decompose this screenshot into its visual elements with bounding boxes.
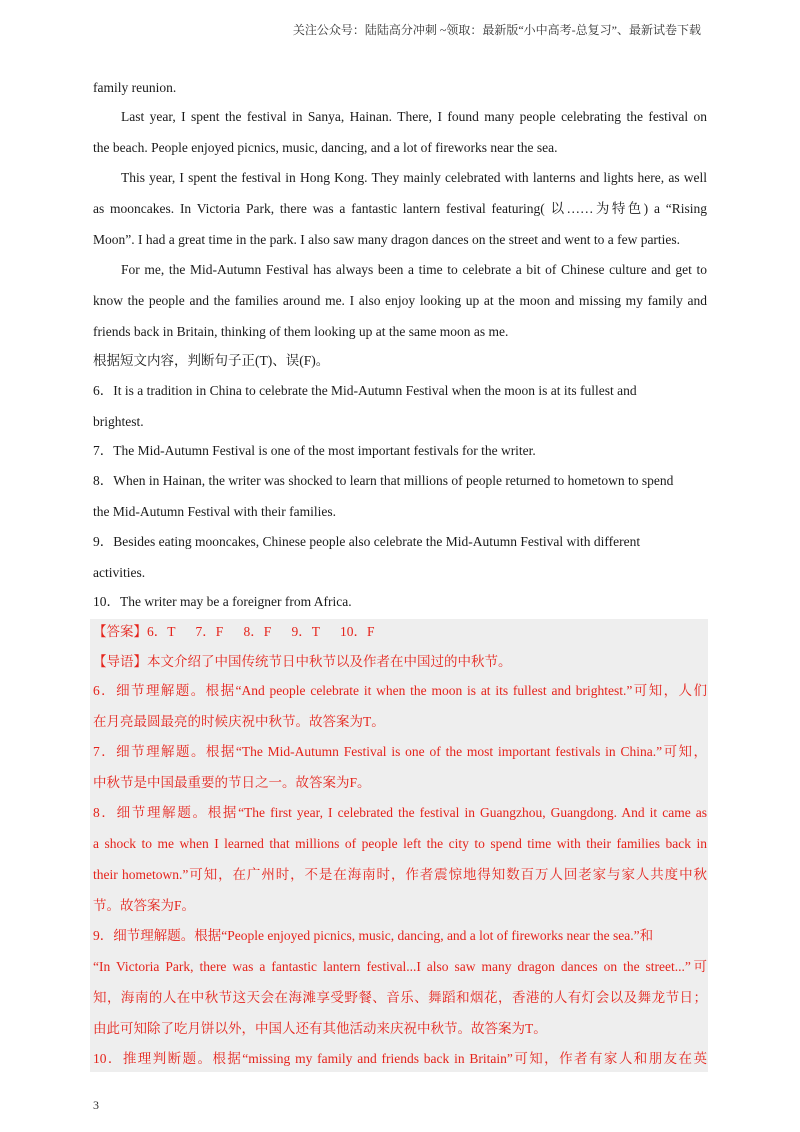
page-number: 3 [93,1098,99,1112]
question-8: 8．When in Hainan, the writer was shocked to learn that millions of people returned to hometown to spend [93,473,674,488]
explanation-7-cont: 中秋节是中国最重要的节日之一。故答案为F。 [93,775,371,790]
passage-line: as mooncakes. In Victoria Park, there was a fantastic lantern festival featuring( 以……为特色) a “Rising [93,201,707,216]
explanation-8: 8．细节理解题。根据“The first year, I celebrated the festival in Guangzhou, Guangdong. And it came as [93,805,707,820]
passage-line: the beach. People enjoyed picnics, music, dancing, and a lot of fireworks near the sea. [93,140,558,155]
passage-line: family reunion. [93,80,177,95]
explanation-8-cont: 节。故答案为F。 [93,898,196,913]
question-7: 7．The Mid-Autumn Festival is one of the most important festivals for the writer. [93,443,536,458]
passage-line: Moon”. I had a great time in the park. I also saw many dragon dances on the street and went to a few parties. [93,232,681,247]
passage-line: This year, I spent the festival in Hong Kong. They mainly celebrated with lanterns and lights here, as well [121,170,707,185]
explanation-6-cont: 在月亮最圆最亮的时候庆祝中秋节。故答案为T。 [93,714,385,729]
guide-line: 【导语】本文介绍了中国传统节日中秋节以及作者在中国过的中秋节。 [93,654,512,669]
explanation-6: 6．细节理解题。根据“And people celebrate it when the moon is at its fullest and brightest.”可知，人们 [93,683,707,698]
explanation-9: 9．细节理解题。根据“People enjoyed picnics, music, dancing, and a lot of fireworks near the sea.”和 [93,928,654,943]
question-9: 9．Besides eating mooncakes, Chinese people also celebrate the Mid-Autumn Festival with different [93,534,641,549]
passage-line: friends back in Britain, thinking of them looking up at the same moon as me. [93,324,509,339]
explanation-8-cont: their hometown.”可知，在广州时，不是在海南时，作者震惊地得知数百万人回老家与家人共度中秋 [93,867,707,882]
explanation-8-cont: a shock to me when I learned that millions of people left the city to spend time with their families back in [93,836,707,851]
question-10: 10．The writer may be a foreigner from Africa. [93,594,352,609]
explanation-9-cont: 由此可知除了吃月饼以外，中国人还有其他活动来庆祝中秋节。故答案为T。 [93,1021,547,1036]
explanation-10: 10．推理判断题。根据“missing my family and friends back in Britain”可知，作者有家人和朋友在英 [93,1051,707,1066]
task-instruction: 根据短文内容，判断句子正(T)、误(F)。 [93,353,330,368]
question-9-cont: activities. [93,565,146,580]
question-8-cont: the Mid-Autumn Festival with their families. [93,504,336,519]
passage-line: For me, the Mid-Autumn Festival has always been a time to celebrate a bit of Chinese culture and get to [121,262,707,277]
passage-line: know the people and the families around me. I also enjoy looking up at the moon and missing my family and [93,293,707,308]
explanation-9-cont: 知，海南的人在中秋节这天会在海滩享受野餐、音乐、舞蹈和烟花，香港的人有灯会以及舞龙节日； [93,990,707,1005]
passage-line: Last year, I spent the festival in Sanya, Hainan. There, I found many people celebrating the festival on [121,109,707,124]
answers-line: 【答案】6．T 7．F 8．F 9．T 10．F [93,624,375,639]
header-notice: 关注公众号：陆陆高分冲刺 ~领取：最新版“小中高考-总复习”、最新试卷下载 [292,23,701,37]
explanation-7: 7．细节理解题。根据“The Mid-Autumn Festival is one of the most important festivals in China.”可知， [93,744,707,759]
question-6: 6．It is a tradition in China to celebrate the Mid-Autumn Festival when the moon is at its fullest and [93,383,637,398]
question-6-cont: brightest. [93,414,144,429]
explanation-9-cont: “In Victoria Park, there was a fantastic lantern festival...I also saw many dragon dances on the street...”可 [93,959,707,974]
